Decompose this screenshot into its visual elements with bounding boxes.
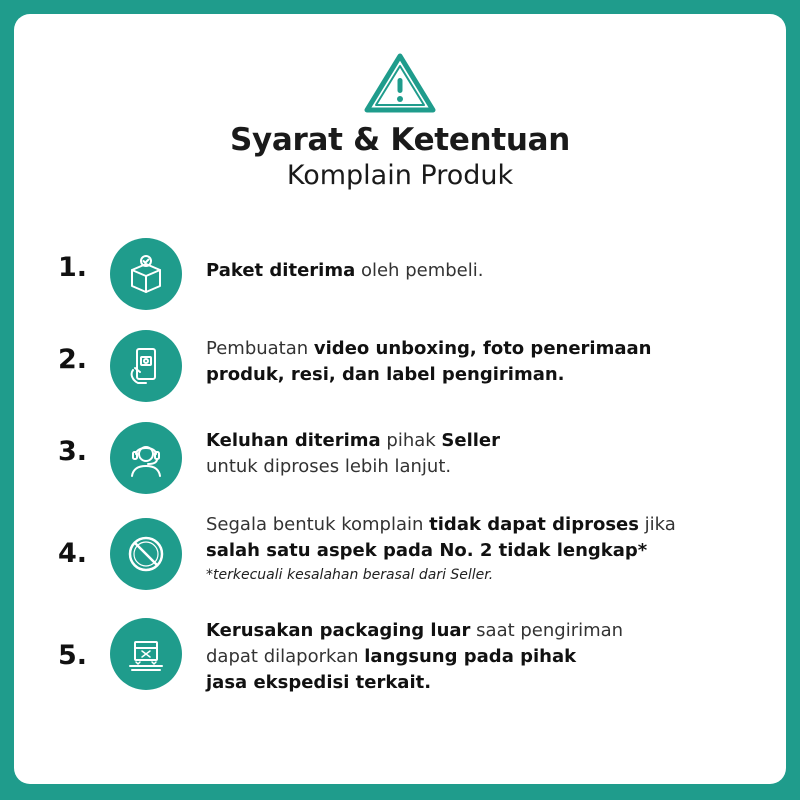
item-line: [206, 336, 766, 362]
customer-service-icon: [126, 438, 166, 478]
item-text: [206, 336, 766, 388]
damaged-box-icon: [126, 634, 166, 674]
package-check-icon: [126, 254, 166, 294]
bold-text: Keluhan diterima: [206, 430, 381, 451]
text: untuk diproses lebih lanjut.: [206, 456, 452, 477]
item-line: [206, 512, 766, 538]
item-text: [206, 618, 766, 696]
item-icon-circle: [110, 330, 182, 402]
item-number: 3.: [58, 436, 88, 467]
item-line: [206, 538, 766, 564]
item-text: [206, 428, 766, 480]
bold-text: langsung pada pihak: [364, 646, 577, 667]
item-line: [206, 428, 766, 454]
item-icon-circle: [110, 422, 182, 494]
item-number: 5.: [58, 640, 88, 671]
item-line: [206, 258, 766, 284]
text: pihak: [380, 430, 442, 451]
item-text: [206, 258, 766, 284]
text: oleh pembeli.: [355, 260, 484, 281]
item-line: [206, 362, 766, 388]
bold-text: Paket diterima: [206, 260, 356, 281]
item-line: [206, 670, 766, 696]
item-icon-circle: [110, 618, 182, 690]
text: dapat dilaporkan: [206, 646, 365, 667]
page-title: Syarat & Ketentuan: [230, 122, 570, 158]
text: Pembuatan: [206, 338, 314, 359]
bold-text: jasa ekspedisi terkait.: [206, 672, 432, 693]
item-number: 4.: [58, 538, 88, 569]
item-icon-circle: [110, 238, 182, 310]
item-line: [206, 618, 766, 644]
text: jika: [638, 514, 676, 535]
item-number: 1.: [58, 252, 88, 283]
bold-text: Seller: [441, 430, 501, 451]
page-subtitle: Komplain Produk: [286, 160, 514, 191]
prohibited-icon: [126, 534, 166, 574]
bold-text: produk, resi, dan label pengiriman.: [206, 364, 565, 385]
text: Segala bentuk komplain: [206, 514, 430, 535]
item-number: 2.: [58, 344, 88, 375]
text: saat pengiriman: [470, 620, 624, 641]
item-footnote: *terkecuali kesalahan berasal dari Seller.: [206, 567, 494, 583]
bold-text: tidak dapat diproses: [429, 514, 639, 535]
item-text: [206, 512, 766, 586]
item-line: [206, 454, 766, 480]
bold-text: salah satu aspek pada No. 2 tidak lengkap*: [206, 540, 648, 561]
bold-text: video unboxing, foto penerimaan: [313, 338, 652, 359]
phone-camera-icon: [126, 346, 166, 386]
item-line: [206, 644, 766, 670]
item-icon-circle: [110, 518, 182, 590]
bold-text: Kerusakan packaging luar: [206, 620, 471, 641]
warning-icon: [363, 52, 437, 114]
